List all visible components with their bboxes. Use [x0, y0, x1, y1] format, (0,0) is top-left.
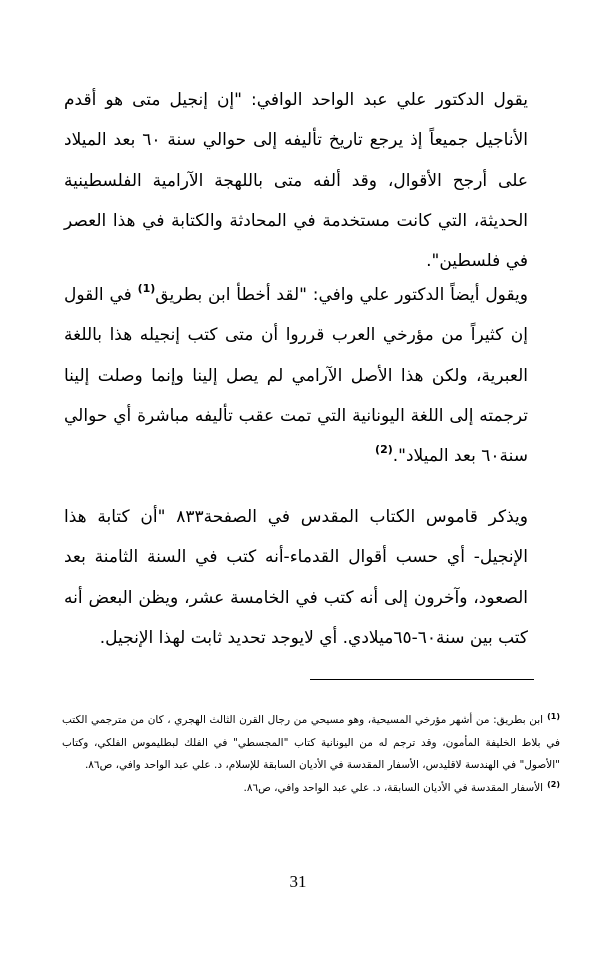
footnote-text-1: ابن بطريق: من أشهر مؤرخي المسيحية، وهو مسيحي من رجال القرن الثالث الهجري ، كان من مترجمي الكتب في بلاط الخليفة المأمون، وقد ترجم له من اليونانية كتاب "المجسطي" في الفلك لبطليموس الفلكي، وكتاب "الأصول" في الهندسة لاقليدس، الأسفار المقدسة في الأديان السابقة للإسلام، د. علي عبد الواحد وافي، ص٨٦. — [62, 714, 560, 771]
footnote-mark-2: (2) — [547, 779, 560, 789]
footnote-text-2: الأسفار المقدسة في الأديان السابقة، د. علي عبد الواحد وافي، ص٨٦. — [243, 781, 544, 794]
footnote-2 — [62, 777, 560, 800]
paragraph-wafi-quote: يقول الدكتور علي عبد الواحد الوافي: "إن إنجيل متى هو أقدم الأناجيل جميعاً إذ يرجع تاريخ تأليفه إلى حوالي سنة ٦٠ بعد الميلاد على أرجح الأقوال، وقد ألفه متى باللهجة الآرامية الفلسطينية الحديثة، التي كانت مستخدمة في المحادثة والكتابة في هذا العصر في فلسطين". — [64, 90, 528, 272]
paragraph-ibn-batriq-quote — [64, 275, 528, 476]
paragraph-text-start: ويقول أيضاً الدكتور علي وافي: "لقد أخطأ ابن بطريق — [155, 285, 528, 305]
footnotes-section — [62, 709, 560, 799]
footnote-ref-2[interactable]: (2) — [375, 443, 393, 457]
paragraph-bible-dictionary: ويذكر قاموس الكتاب المقدس في الصفحة٨٣٣ "أن كتابة هذا الإنجيل- أي حسب أقوال القدماء-أنه كتب في السنة الثامنة بعد الصعود، وآخرون إلى أنه كتب في الخامسة عشر، ويظن البعض أنه كتب بين سنة٦٠-٦٥ميلادي. أي لايوجد تحديد ثابت لهذا الإنجيل. — [64, 507, 528, 648]
footnote-1 — [62, 709, 560, 777]
page-number: 31 — [289, 872, 307, 891]
footnote-divider — [310, 679, 534, 680]
footnote-mark-1: (1) — [547, 712, 560, 721]
footnote-ref-1[interactable]: (1) — [137, 282, 156, 295]
paragraph-text-end: في القول إن كثيراً من مؤرخي العرب قرروا أن متى كتب إنجيله هذا باللغة العبرية، ولكن هذا الأصل الآرامي لم يصل إلينا وإنما وصلت إلينا ترجمته إلى اللغة اليونانية التي تمت عقب تأليفه مباشرة أي حوالي سنة٦٠ بعد الميلاد". — [64, 285, 528, 467]
